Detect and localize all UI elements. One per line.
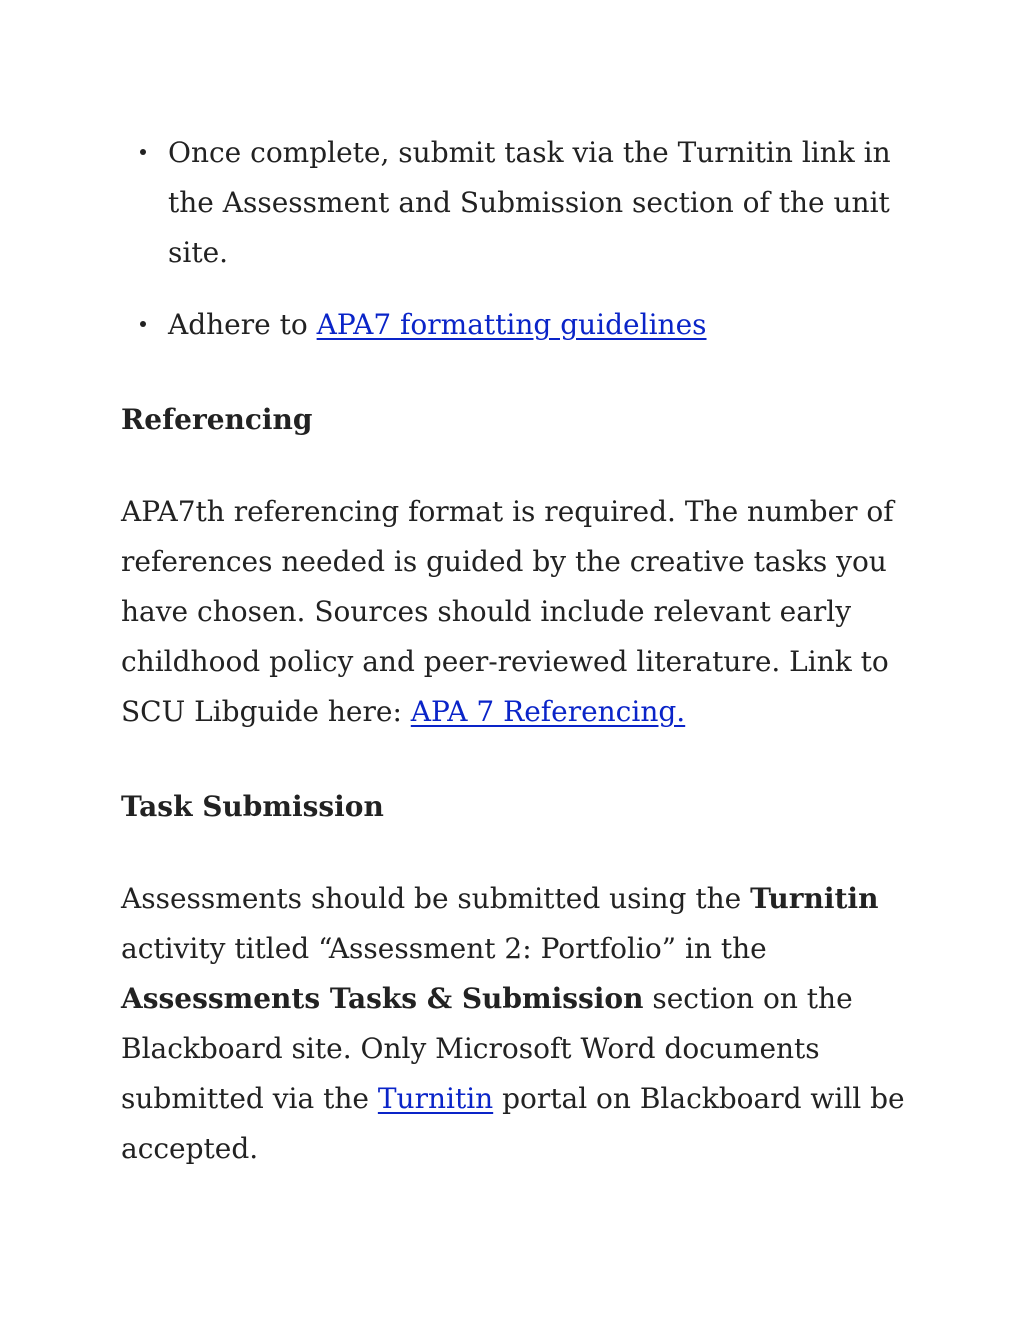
apa7-referencing-link[interactable]: APA 7 Referencing. [410,695,686,728]
turnitin-link[interactable]: Turnitin [377,1082,494,1115]
apa7-guidelines-link[interactable]: APA7 formatting guidelines [316,308,707,341]
list-item [121,300,911,350]
document-page [121,128,911,1174]
list-item [121,128,911,278]
task-submission-heading: Task Submission [121,790,384,823]
submission-text-1: Assessments should be submitted using the [121,882,751,915]
turnitin-bold-text: Turnitin [750,882,879,915]
bullet-icon [140,321,146,327]
referencing-heading: Referencing [121,403,313,436]
submission-text-3: section on the Blackboard site. Only Microsoft Word documents submitted via the [121,982,853,1115]
referencing-paragraph [121,487,911,737]
assessments-section-bold-text: Assessments Tasks & Submission [121,982,644,1015]
referencing-body-text: APA7th referencing format is required. The number of references needed is guided by the creative tasks you have chosen. Sources should include relevant early childhood policy and peer-reviewed literature. Link to SCU Libguide here: [121,495,894,728]
adhere-text: Adhere to [168,308,317,341]
submission-text-4: portal on Blackboard will be accepted. [121,1082,905,1165]
submission-text-2: activity titled “Assessment 2: Portfolio” in the [121,932,767,965]
instruction-list [121,128,911,350]
submit-instruction-text: Once complete, submit task via the Turnitin link in the Assessment and Submission section of the unit site. [168,136,891,269]
submission-paragraph [121,874,911,1174]
bullet-icon [140,149,146,155]
